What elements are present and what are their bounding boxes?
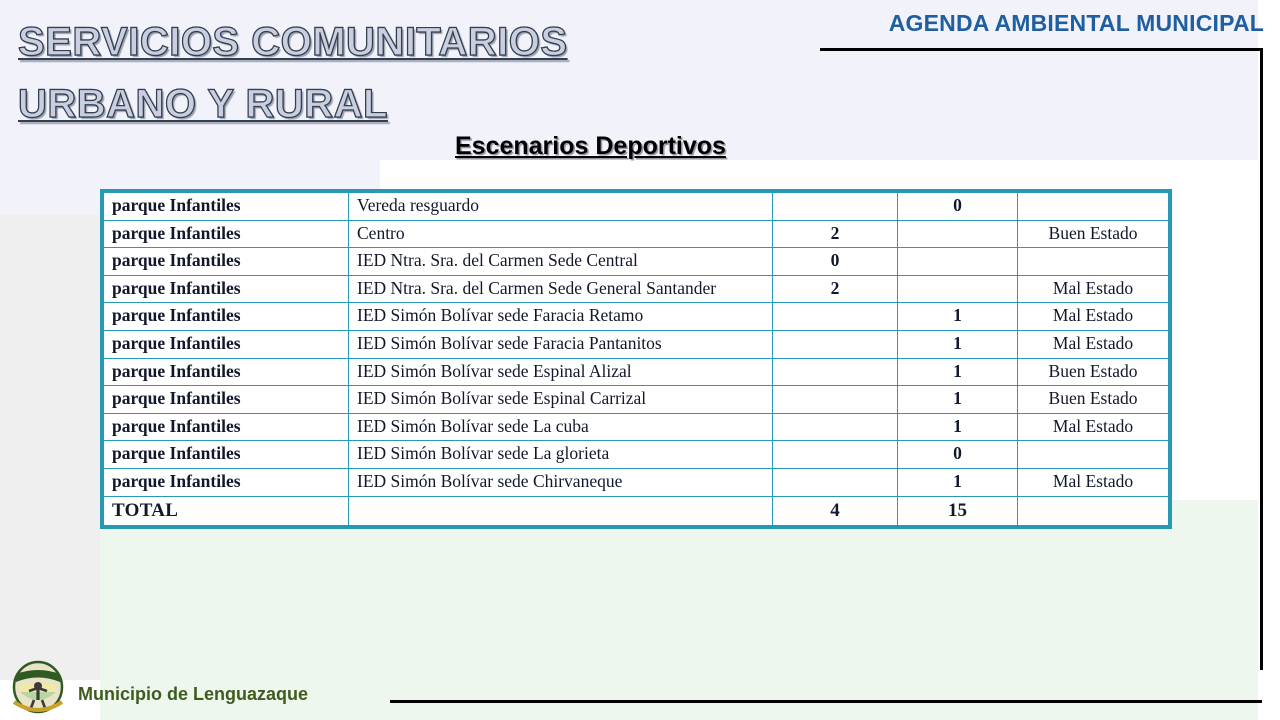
cell-urban-count [773, 468, 898, 496]
header-divider-vertical [1260, 48, 1263, 670]
cell-condition: Mal Estado [1018, 275, 1169, 303]
cell-type: parque Infantiles [104, 330, 349, 358]
cell-place: IED Simón Bolívar sede Chirvaneque [349, 468, 773, 496]
cell-condition [1018, 193, 1169, 221]
cell-rural-count: 1 [898, 330, 1018, 358]
cell-rural-count: 0 [898, 441, 1018, 469]
table-row [104, 275, 1169, 303]
cell-condition: Buen Estado [1018, 220, 1169, 248]
cell-place: Vereda resguardo [349, 193, 773, 221]
cell-place: Centro [349, 220, 773, 248]
cell-place: IED Simón Bolívar sede Faracia Retamo [349, 303, 773, 331]
cell-total-label: TOTAL [104, 496, 349, 525]
cell-condition: Mal Estado [1018, 303, 1169, 331]
cell-place: IED Simón Bolívar sede La cuba [349, 413, 773, 441]
cell-rural-count: 1 [898, 303, 1018, 331]
cell-type: parque Infantiles [104, 358, 349, 386]
cell-place: IED Simón Bolívar sede Espinal Carrizal [349, 386, 773, 414]
table-row [104, 303, 1169, 331]
sports-venues-table-container [100, 189, 1172, 529]
table-row [104, 413, 1169, 441]
table-row [104, 220, 1169, 248]
cell-urban-count [773, 386, 898, 414]
cell-urban-count: 0 [773, 248, 898, 276]
page-title-line-1: SERVICIOS COMUNITARIOS [18, 20, 568, 64]
cell-type: parque Infantiles [104, 220, 349, 248]
table-row [104, 330, 1169, 358]
municipal-coat-of-arms-icon [10, 660, 66, 716]
table-row [104, 386, 1169, 414]
cell-condition [1018, 441, 1169, 469]
table-row [104, 441, 1169, 469]
footer-municipality-label: Municipio de Lenguazaque [78, 684, 309, 704]
table-row-total [104, 496, 1169, 525]
table-row [104, 358, 1169, 386]
cell-urban-count [773, 193, 898, 221]
cell-condition: Buen Estado [1018, 386, 1169, 414]
cell-place: IED Ntra. Sra. del Carmen Sede Central [349, 248, 773, 276]
table-body [104, 193, 1169, 526]
cell-condition: Mal Estado [1018, 413, 1169, 441]
cell-place: IED Simón Bolívar sede Faracia Pantanitos [349, 330, 773, 358]
cell-urban-count [773, 330, 898, 358]
footer-divider [390, 700, 1262, 703]
cell-type: parque Infantiles [104, 275, 349, 303]
cell-rural-count: 0 [898, 193, 1018, 221]
cell-condition: Mal Estado [1018, 468, 1169, 496]
cell-condition: Buen Estado [1018, 358, 1169, 386]
sports-venues-table [103, 192, 1169, 526]
cell-urban-count [773, 303, 898, 331]
cell-place [349, 496, 773, 525]
cell-urban-count [773, 441, 898, 469]
cell-urban-count [773, 413, 898, 441]
section-subtitle: Escenarios Deportivos [455, 132, 726, 160]
table-row [104, 193, 1169, 221]
cell-urban-count [773, 358, 898, 386]
cell-urban-count: 2 [773, 275, 898, 303]
header-divider-horizontal [820, 48, 1263, 51]
cell-type: parque Infantiles [104, 193, 349, 221]
cell-total-urban: 4 [773, 496, 898, 525]
cell-total-rural: 15 [898, 496, 1018, 525]
cell-condition [1018, 496, 1169, 525]
cell-type: parque Infantiles [104, 386, 349, 414]
table-row [104, 468, 1169, 496]
cell-rural-count [898, 248, 1018, 276]
cell-rural-count: 1 [898, 413, 1018, 441]
cell-type: parque Infantiles [104, 413, 349, 441]
cell-place: IED Ntra. Sra. del Carmen Sede General Santander [349, 275, 773, 303]
table-row [104, 248, 1169, 276]
page-title-line-2: URBANO Y RURAL [18, 82, 388, 126]
cell-condition: Mal Estado [1018, 330, 1169, 358]
cell-rural-count: 1 [898, 468, 1018, 496]
cell-type: parque Infantiles [104, 248, 349, 276]
cell-rural-count: 1 [898, 358, 1018, 386]
cell-place: IED Simón Bolívar sede La glorieta [349, 441, 773, 469]
cell-type: parque Infantiles [104, 468, 349, 496]
cell-rural-count [898, 275, 1018, 303]
cell-rural-count [898, 220, 1018, 248]
cell-place: IED Simón Bolívar sede Espinal Alizal [349, 358, 773, 386]
cell-rural-count: 1 [898, 386, 1018, 414]
cell-condition [1018, 248, 1169, 276]
cell-urban-count: 2 [773, 220, 898, 248]
cell-type: parque Infantiles [104, 303, 349, 331]
cell-type: parque Infantiles [104, 441, 349, 469]
agenda-header-label: AGENDA AMBIENTAL MUNICIPAL [888, 10, 1264, 36]
